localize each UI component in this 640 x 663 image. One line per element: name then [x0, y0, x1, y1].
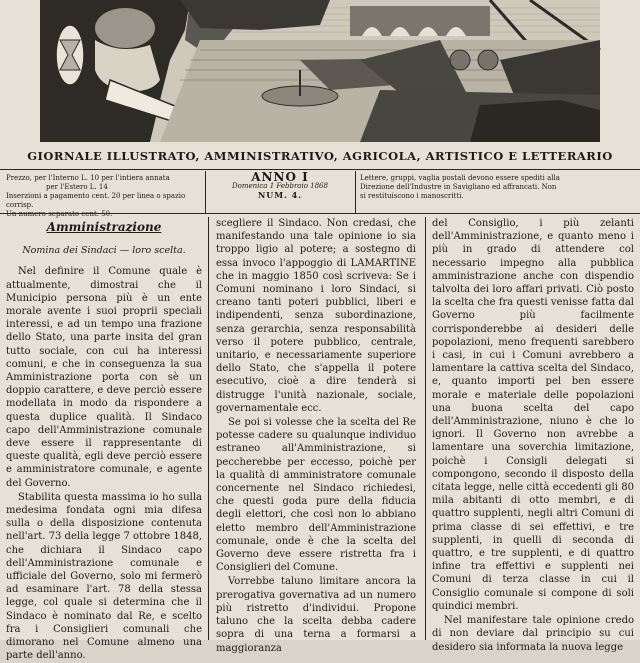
column-1: [6, 217, 202, 662]
masthead-illustration: [0, 0, 640, 148]
section-title: Amministrazione: [46, 220, 162, 234]
paragraph: Stabilita questa massima io ho sulla medesima fondata ogni mia difesa sulla o della disposizione contenuta nell'art. 73 della legge 7 ottobre 1848, che dichiara il Sindaco capo dell'Amministrazione comunale e ufficiale del Governo, solo mi fermerò ad esaminare l'art. 78 della stessa legge, col quale si determina che il Sindaco è nominato dal Re, e scelto fra i Consiglieri comunali che dimorano nel Comune almeno una parte dell'anno.: [6, 491, 202, 662]
column-divider: [425, 217, 426, 640]
paragraph: Nel definire il Comune quale è attualmente, dimostrai che il Municipio persona più è un ente morale avente i suoi proprii speciali interessi, e ad un tempo una frazione dello Stato, una parte insita del gran tutto sociale, con cui ha interessi comuni, e che in conseguenza la sua Amministrazione porta con sè un doppio carattere, e deve perciò essere modellata in modo da rispondere a questa duplice qualità. Il Sindaco capo dell'Amministrazione comunale deve essere il rappresentante di queste qualità, egli deve perciò essere e amministratore comunale, e agente del Governo.: [6, 266, 202, 489]
article-subhead: Nomina dei Sindaci — loro scelta.: [22, 245, 186, 257]
issue-number: NUM. 4.: [257, 190, 303, 200]
paragraph: Vorrebbe taluno limitare ancora la prerogativa governativa ad un numero più ristretto d'individui. Propone taluno che la scelta debba cadere sopra di una terna a formarsi a maggioranza: [216, 576, 416, 654]
info-bottom-rule: [0, 213, 640, 214]
paragraph: scegliere il Sindaco. Non credasi, che manifestando una tale opinione io sia troppo ligio al potere; a sostegno di essa invoco l'appoggio di LAMARTINE che in maggio 1850 così scriveva: Se i Comuni nominano i loro Sindaci, si creano tanti poteri pubblici, liberi e indipendenti, senza subordinazione, senza gerarchia, senza responsabilità verso il potere pubblico, centrale, unitario, e necessariamente superiore dello Stato, che s'appella il potere esecutivo, cioè a dire tenderà si distrugge l'unità nazionale, sociale, governamentale ecc.: [216, 218, 416, 414]
info-divider: [205, 171, 206, 213]
masthead-subtitle: GIORNALE ILLUSTRATO, AMMINISTRATIVO, AGRICOLA, ARTISTICO E LETTERARIO: [27, 149, 613, 163]
subscription-info: Prezzo, per l'Interno L. 10 per l'intiera annata per l'Estero L. 14 Inserzioni a pagamento cent. 20 per linea o spazio corrisp. Un numero separato cent. 50.: [6, 174, 186, 218]
paragraph: del Consiglio, i più zelanti dell'Amministrazione, e quanto meno i più in grado di attendere col necessario impegno alla pubblica amministrazione anche con dispendio talvolta dei loro affari privati. Ciò posto la scelta che fra questi venisse fatta dal Governo più facilmente corrisponderebbe ai desideri delle popolazioni, meno frequenti sarebbero i casi, in cui i Comuni avrebbero a lamentare la cattiva scelta del Sindaco, e, quanto importi pel ben essere morale e materiale delle popolazioni una buona scelta del capo dell'Amministrazione, niuno è che lo ignori. Il Governo non avrebbe a lamentare una soverchia limitazione, poichè i Consigli delegati si compongono, secondo il disposto della citata legge, nelle città eccedenti gli 80 mila abitanti di otto membri, e di quattro supplenti, negli altri Comuni di prima classe di sei effettivi, e tre supplenti, in quelli di seconda di quattro, e tre supplenti, e di quattro infine tra effettivi e supplenti nei Comuni di terza classe in cui il Consiglio comunale si compone di soli quindici membri.: [432, 218, 634, 612]
column-3: [432, 217, 634, 653]
issue-year: ANNO I: [251, 170, 309, 184]
article-columns: [0, 217, 640, 662]
paragraph: Se poi si volesse che la scelta del Re potesse cadere su qualunque individuo estraneo all'Amministrazione, si peccherebbe per eccesso, poichè per la qualità di amministratore comunale concernente nel Sindaco richiedesi, che questi goda pure della fiducia degli elettori, che così non lo abbiano eletto membro dell'Amministrazione comunale, onde è che la scelta del Governo deve essere ristretta fra i Consiglieri del Comune.: [216, 417, 416, 574]
top-rule: [0, 169, 640, 170]
issue-info: [210, 170, 350, 200]
correspondence-info: Lettere, gruppi, vaglia postali devono essere spediti alla Direzione dell'Industre in Savigliano ed affrancati. Non si restituiscono i manoscritti.: [360, 174, 560, 200]
issue-date: Domenica 1 Febbraio 1868: [232, 182, 328, 190]
paragraph: Nel manifestare tale opinione credo di non deviare dal principio su cui desidero sia informata la nuova legge: [432, 615, 634, 653]
info-divider: [355, 171, 356, 213]
column-divider: [208, 217, 209, 640]
info-bar: [0, 170, 640, 218]
column-2: [216, 217, 416, 654]
